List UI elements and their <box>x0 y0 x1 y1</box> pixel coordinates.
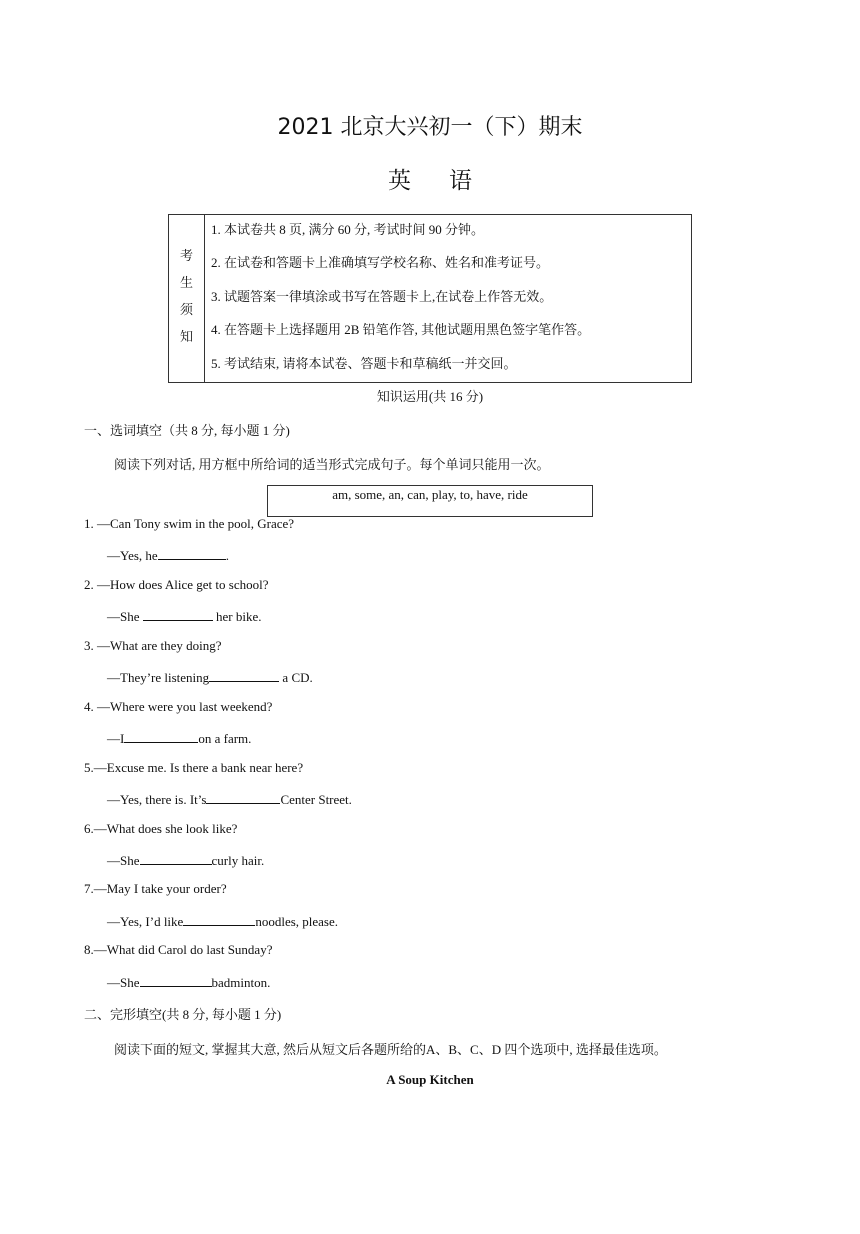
answer-blank <box>124 729 198 743</box>
answer-line <box>107 668 313 686</box>
notice-item: 2. 在试卷和答题卡上准确填写学校名称、姓名和准考证号。 <box>211 255 550 270</box>
word-bank-box: am, some, an, can, play, to, have, ride <box>267 485 593 517</box>
answer-line <box>107 607 261 625</box>
answer-blank <box>143 607 213 621</box>
notice-item: 4. 在答题卡上选择题用 2B 铅笔作答, 其他试题用黑色签字笔作答。 <box>211 322 591 337</box>
answer-line <box>107 912 338 930</box>
answer-line <box>107 729 251 747</box>
answer-prefix: —She <box>107 975 140 990</box>
answer-blank <box>183 912 255 926</box>
section-header: 知识运用(共 16 分) <box>376 389 484 404</box>
answer-suffix: curly hair. <box>211 853 265 868</box>
part1-instruction: 阅读下列对话, 用方框中所给词的适当形式完成句子。每个单词只能用一次。 <box>114 457 550 472</box>
notice-label-char: 生 <box>179 275 193 290</box>
answer-blank <box>140 973 212 987</box>
question: 2. —How does Alice get to school? <box>84 577 269 592</box>
notice-label-char: 须 <box>179 302 193 317</box>
answer-prefix: —I <box>107 731 125 746</box>
notice-label-char: 考 <box>179 248 193 263</box>
answer-line <box>107 790 352 808</box>
answer-prefix: —They’re listening <box>107 670 210 685</box>
notice-item: 1. 本试卷共 8 页, 满分 60 分, 考试时间 90 分钟。 <box>211 222 485 237</box>
answer-line <box>107 546 229 564</box>
part1-heading: 一、选词填空（共 8 分, 每小题 1 分) <box>84 423 290 438</box>
question: 3. —What are they doing? <box>84 638 222 653</box>
answer-prefix: —Yes, he <box>107 548 158 563</box>
part2-instruction: 阅读下面的短文, 掌握其大意, 然后从短文后各题所给的A、B、C、D 四个选项中, 选择最佳选项。 <box>114 1042 667 1057</box>
answer-suffix: a CD. <box>279 670 313 685</box>
answer-suffix: Center Street. <box>280 792 352 807</box>
question: 6.—What does she look like? <box>84 821 238 836</box>
page-title: 2021 北京大兴初一（下）期末 <box>277 115 583 140</box>
answer-blank <box>158 546 226 560</box>
notice-label-char: 知 <box>179 329 193 344</box>
answer-blank <box>140 851 212 865</box>
part2-heading: 二、完形填空(共 8 分, 每小题 1 分) <box>84 1007 282 1022</box>
exam-notice-box <box>168 214 692 383</box>
answer-line <box>107 973 270 991</box>
answer-prefix: —Yes, there is. It’s <box>107 792 207 807</box>
answer-suffix: . <box>225 548 229 563</box>
question: 7.—May I take your order? <box>84 881 227 896</box>
answer-suffix: badminton. <box>211 975 271 990</box>
answer-blank <box>209 668 279 682</box>
question: 8.—What did Carol do last Sunday? <box>84 942 273 957</box>
notice-item: 3. 试题答案一律填涂或书写在答题卡上,在试卷上作答无效。 <box>211 289 553 304</box>
question: 4. —Where were you last weekend? <box>84 699 273 714</box>
answer-suffix: on a farm. <box>198 731 252 746</box>
question: 1. —Can Tony swim in the pool, Grace? <box>84 516 295 531</box>
answer-blank <box>206 790 280 804</box>
answer-line <box>107 851 264 869</box>
passage-title: A Soup Kitchen <box>386 1072 474 1087</box>
subject-title: 英语 <box>388 168 510 194</box>
answer-prefix: —She <box>107 853 140 868</box>
question: 5.—Excuse me. Is there a bank near here? <box>84 760 304 775</box>
answer-suffix: noodles, please. <box>255 914 338 929</box>
notice-label-column <box>169 215 205 382</box>
notice-item: 5. 考试结束, 请将本试卷、答题卡和草稿纸一并交回。 <box>211 356 517 371</box>
answer-prefix: —Yes, I’d like <box>107 914 184 929</box>
answer-prefix: —She <box>107 609 143 624</box>
answer-suffix: her bike. <box>212 609 262 624</box>
